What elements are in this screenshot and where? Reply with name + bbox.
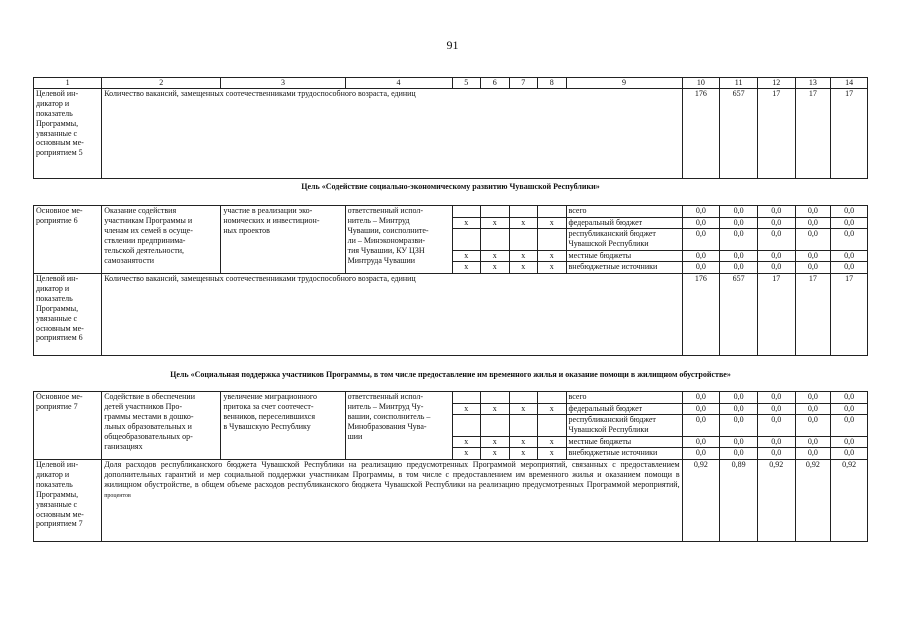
value-cell: 0,0 (720, 218, 758, 229)
value-cell: 0,0 (757, 206, 795, 218)
value-cell: 17 (831, 274, 868, 356)
value-cell: 0,0 (720, 404, 758, 415)
cell-line: участие в реализации эко- (223, 206, 313, 215)
cell-line: дикатор и (36, 469, 70, 479)
value-cell: 0,0 (720, 262, 758, 274)
cell-line: Программы, (36, 489, 79, 499)
funding-source: республиканский бюджет Чувашской Республики (566, 415, 682, 437)
header-cell: 4 (345, 78, 452, 89)
budget-code-cell (509, 206, 538, 218)
cell-line: ных проектов (223, 225, 270, 235)
cell-line: Программы, (36, 118, 79, 128)
header-cell: 6 (481, 78, 510, 89)
cell-line: роприятие 7 (36, 401, 78, 411)
header-cell: 13 (795, 78, 831, 89)
value-cell: 0,0 (831, 392, 868, 404)
value-cell: 0,0 (831, 404, 868, 415)
header-cell: 8 (538, 78, 567, 89)
indicator-text-main: Количество вакансий, замещенных соотечественниками трудоспособного возраста, единиц (104, 274, 416, 283)
value-cell: 0,92 (757, 460, 795, 542)
event-name (102, 392, 221, 460)
event-executor (345, 392, 452, 460)
budget-code-cell (452, 206, 481, 218)
indicator-unit: процентов (104, 492, 131, 499)
funding-source: республиканский бюджет Чувашской Республики (566, 229, 682, 251)
budget-code-cell: x (452, 437, 481, 448)
indicator-text (102, 274, 682, 356)
budget-code-cell: x (481, 448, 510, 460)
cell-line: показатель (36, 293, 73, 303)
budget-code-cell: x (538, 448, 567, 460)
value-cell: 17 (831, 88, 868, 178)
value-cell: 0,0 (831, 437, 868, 448)
value-cell: 0,0 (757, 415, 795, 437)
budget-code-cell: x (481, 251, 510, 262)
value-cell: 176 (682, 88, 720, 178)
value-cell: 0,0 (757, 437, 795, 448)
indicator-text (102, 460, 682, 542)
goal-heading-1: Цель «Содействие социально-экономическому развитию Чувашской Республики» (301, 182, 600, 191)
header-cell: 3 (221, 78, 345, 89)
cell-line: номических и инвестицион- (223, 215, 320, 225)
value-cell: 0,0 (795, 251, 831, 262)
value-cell: 0,0 (795, 415, 831, 437)
funding-source: всего (566, 206, 682, 218)
indicator-text-main: Доля расходов республиканского бюджета Чувашской Республики на реализацию предусмотренных Программой мероприятий, связанных с предоставлением дополнительных гарантий и мер социальной поддержки участникам Программы, в том числе с предоставлением им временного жилья и оказанием помощи в жилищном обустройстве, в общем объеме расходов республиканского бюджета Чувашской Республики на реализацию предусмотренных Программой мероприятий, (104, 460, 680, 489)
value-cell: 0,0 (682, 206, 720, 218)
budget-code-cell: x (538, 251, 567, 262)
value-cell: 0,0 (831, 251, 868, 262)
header-cell: 5 (452, 78, 481, 89)
budget-code-cell (481, 229, 510, 251)
table-event-6 (33, 205, 868, 356)
header-cell: 14 (831, 78, 868, 89)
budget-code-cell: x (538, 437, 567, 448)
cell-line: Целевой ин- (36, 274, 79, 283)
budget-code-cell (538, 415, 567, 437)
budget-code-cell: x (509, 448, 538, 460)
value-cell: 0,0 (831, 415, 868, 437)
indicator-row (34, 274, 868, 356)
value-cell: 0,0 (831, 206, 868, 218)
budget-code-cell: x (538, 218, 567, 229)
indicator-label (34, 88, 102, 178)
indicator-row-5 (34, 88, 868, 178)
event-name (102, 206, 221, 274)
funding-source: местные бюджеты (566, 437, 682, 448)
cell-line: ли – Минэкономразви- (347, 235, 426, 245)
cell-line: основным ме- (36, 509, 84, 519)
header-cell: 7 (509, 78, 538, 89)
budget-code-cell (538, 229, 567, 251)
budget-code-cell (481, 206, 510, 218)
value-cell: 0,0 (682, 229, 720, 251)
cell-line: Чувашии, соисполните- (347, 225, 429, 235)
header-cell: 1 (34, 78, 102, 89)
funding-row (34, 392, 868, 404)
funding-row (34, 206, 868, 218)
budget-code-cell: x (452, 262, 481, 274)
value-cell: 0,0 (757, 251, 795, 262)
event-label (34, 392, 102, 460)
value-cell: 657 (720, 88, 758, 178)
value-cell: 17 (795, 88, 831, 178)
value-cell: 0,0 (831, 262, 868, 274)
budget-code-cell (509, 392, 538, 404)
value-cell: 17 (757, 88, 795, 178)
value-cell: 657 (720, 274, 758, 356)
funding-source: федеральный бюджет (566, 218, 682, 229)
budget-code-cell: x (509, 437, 538, 448)
cell-line: членам их семей в осуще- (104, 225, 193, 235)
cell-line: венников, переселившихся (223, 411, 316, 421)
budget-code-cell: x (509, 251, 538, 262)
value-cell: 17 (795, 274, 831, 356)
value-cell: 0,0 (720, 251, 758, 262)
cell-line: Содействие в обеспечении (104, 392, 195, 401)
goal-heading-2: Цель «Социальная поддержка участников Программы, в том числе предоставление им временного жилья и оказание помощи в жилищном обустройстве» (170, 370, 731, 379)
page-number: 91 (446, 38, 459, 52)
cell-line: тельской деятельности, (104, 245, 185, 255)
budget-code-cell: x (538, 404, 567, 415)
value-cell: 0,0 (682, 262, 720, 274)
header-cell: 2 (102, 78, 221, 89)
value-cell: 0,0 (831, 229, 868, 251)
indicator-text: Количество вакансий, замещенных соотечественниками трудоспособного возраста, единиц (102, 88, 682, 178)
cell-line: граммы местами в дошко- (104, 411, 194, 421)
table-top (33, 77, 868, 179)
funding-source: внебюджетные источники (566, 448, 682, 460)
cell-line: ствлении предпринима- (104, 235, 186, 245)
value-cell: 0,0 (682, 404, 720, 415)
header-row (34, 78, 868, 89)
budget-code-cell: x (452, 251, 481, 262)
funding-source: всего (566, 392, 682, 404)
value-cell: 0,92 (795, 460, 831, 542)
cell-line: притока за счет соотечест- (223, 401, 314, 411)
budget-code-cell (481, 392, 510, 404)
budget-code-cell (452, 415, 481, 437)
value-cell: 0,0 (682, 415, 720, 437)
cell-line: показатель (36, 108, 73, 118)
value-cell: 0,0 (720, 448, 758, 460)
value-cell: 0,0 (757, 404, 795, 415)
value-cell: 0,0 (757, 448, 795, 460)
cell-line: детей участников Про- (104, 401, 183, 411)
budget-code-cell (452, 229, 481, 251)
header-cell: 11 (720, 78, 758, 89)
value-cell: 0,0 (720, 415, 758, 437)
value-cell: 0,89 (720, 460, 758, 542)
cell-line: увязанные с (36, 499, 78, 509)
budget-code-cell (481, 415, 510, 437)
event-result (221, 206, 345, 274)
budget-code-cell: x (481, 437, 510, 448)
cell-line: самозанятости (104, 255, 155, 265)
value-cell: 0,0 (831, 218, 868, 229)
value-cell: 0,0 (795, 262, 831, 274)
cell-line: дикатор и (36, 98, 70, 108)
cell-line: общеобразовательных ор- (104, 431, 193, 441)
budget-code-cell: x (538, 262, 567, 274)
budget-code-cell (538, 392, 567, 404)
value-cell: 0,0 (720, 437, 758, 448)
value-cell: 0,0 (682, 437, 720, 448)
value-cell: 0,0 (682, 251, 720, 262)
value-cell: 0,0 (795, 206, 831, 218)
value-cell: 0,0 (795, 218, 831, 229)
cell-line: роприятием 5 (36, 148, 83, 158)
header-cell: 10 (682, 78, 720, 89)
cell-line: нитель – Минтруд (347, 215, 410, 225)
cell-line: тия Чувашии, КУ ЦЗН (347, 245, 425, 255)
indicator-label (34, 274, 102, 356)
table-event-7 (33, 391, 868, 542)
event-label (34, 206, 102, 274)
value-cell: 0,0 (682, 392, 720, 404)
cell-line: роприятием 6 (36, 333, 83, 343)
value-cell: 0,92 (831, 460, 868, 542)
value-cell: 0,0 (757, 218, 795, 229)
cell-line: основным ме- (36, 323, 84, 333)
cell-line: Минтруда Чувашии (347, 255, 416, 265)
cell-line: участникам Программы и (104, 215, 193, 225)
indicator-row (34, 460, 868, 542)
funding-source: внебюджетные источники (566, 262, 682, 274)
funding-source: федеральный бюджет (566, 404, 682, 415)
event-result (221, 392, 345, 460)
value-cell: 0,0 (720, 229, 758, 251)
value-cell: 0,0 (682, 448, 720, 460)
value-cell: 0,0 (795, 392, 831, 404)
budget-code-cell: x (509, 262, 538, 274)
budget-code-cell: x (452, 404, 481, 415)
indicator-label (34, 460, 102, 542)
cell-line: шии (347, 431, 363, 441)
cell-line: Основное ме- (36, 206, 83, 215)
budget-code-cell: x (452, 218, 481, 229)
value-cell: 0,0 (795, 437, 831, 448)
cell-line: Программы, (36, 303, 79, 313)
value-cell: 17 (757, 274, 795, 356)
cell-line: Целевой ин- (36, 460, 79, 469)
cell-line: дикатор и (36, 283, 70, 293)
cell-line: в Чувашскую Республику (223, 421, 311, 431)
value-cell: 0,0 (795, 229, 831, 251)
value-cell: 0,0 (831, 448, 868, 460)
budget-code-cell: x (481, 218, 510, 229)
budget-code-cell (509, 229, 538, 251)
value-cell: 0,0 (682, 218, 720, 229)
budget-code-cell (509, 415, 538, 437)
cell-line: Целевой ин- (36, 88, 79, 98)
cell-line: Основное ме- (36, 392, 83, 401)
cell-line: ответственный испол- (347, 392, 424, 401)
value-cell: 0,92 (682, 460, 720, 542)
cell-line: увеличение миграционного (223, 392, 317, 401)
cell-line: увязанные с (36, 128, 78, 138)
budget-code-cell: x (509, 404, 538, 415)
value-cell: 0,0 (795, 404, 831, 415)
value-cell: 176 (682, 274, 720, 356)
cell-line: вашии, соисполнитель – (347, 411, 431, 421)
cell-line: показатель (36, 479, 73, 489)
budget-code-cell: x (509, 218, 538, 229)
value-cell: 0,0 (757, 229, 795, 251)
value-cell: 0,0 (720, 392, 758, 404)
header-cell: 12 (757, 78, 795, 89)
budget-code-cell: x (481, 404, 510, 415)
header-cell: 9 (566, 78, 682, 89)
budget-code-cell (452, 392, 481, 404)
cell-line: ответственный испол- (347, 206, 424, 215)
cell-line: Минобразования Чува- (347, 421, 427, 431)
budget-code-cell: x (452, 448, 481, 460)
value-cell: 0,0 (757, 392, 795, 404)
value-cell: 0,0 (757, 262, 795, 274)
funding-source: местные бюджеты (566, 251, 682, 262)
cell-line: основным ме- (36, 138, 84, 148)
budget-code-cell: x (481, 262, 510, 274)
cell-line: ганизациях (104, 441, 143, 451)
cell-line: роприятие 6 (36, 215, 78, 225)
cell-line: льных образовательных и (104, 421, 192, 431)
value-cell: 0,0 (795, 448, 831, 460)
value-cell: 0,0 (720, 206, 758, 218)
budget-code-cell (538, 206, 567, 218)
cell-line: увязанные с (36, 313, 78, 323)
event-executor (345, 206, 452, 274)
cell-line: роприятием 7 (36, 519, 83, 529)
cell-line: Оказание содействия (104, 206, 177, 215)
cell-line: нитель – Минтруд Чу- (347, 401, 424, 411)
